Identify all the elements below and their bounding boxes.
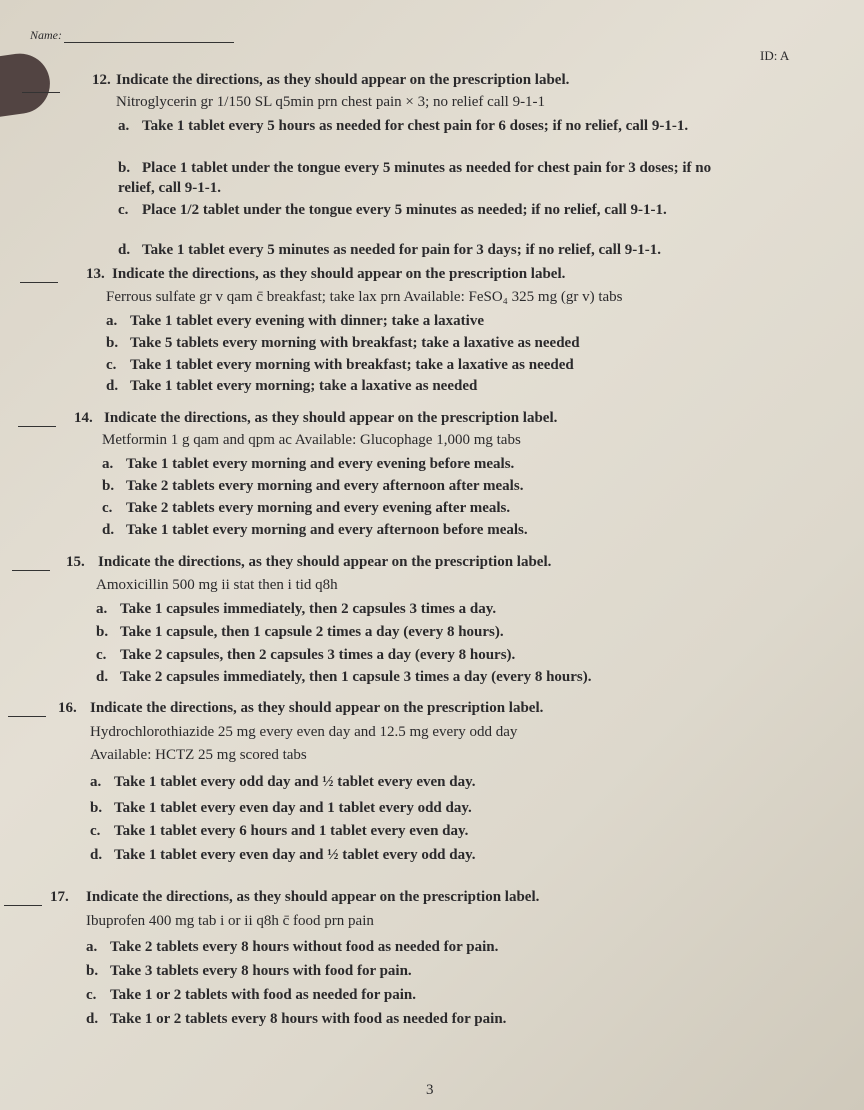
question-number: 17. — [50, 889, 69, 905]
question-stem: Indicate the directions, as they should appear on the prescription label. — [98, 554, 552, 570]
answer-blank — [8, 716, 46, 717]
option-a: a. Take 1 tablet every 5 hours as needed for chest pain for 6 doses; if no relief, call 9-1-1. — [118, 118, 689, 134]
option-b: b. Take 2 tablets every morning and every afternoon after meals. — [102, 478, 524, 494]
option-b: b. Take 3 tablets every 8 hours with food for pain. — [86, 963, 412, 979]
question-stem: Indicate the directions, as they should appear on the prescription label. — [90, 700, 544, 716]
question-info: Nitroglycerin gr 1/150 SL q5min prn chest pain × 3; no relief call 9-1-1 — [116, 94, 546, 110]
option-d: d. Take 1 tablet every 5 minutes as needed for pain for 3 days; if no relief, call 9-1-1. — [118, 242, 661, 258]
question-stem: Indicate the directions, as they should appear on the prescription label. — [86, 889, 540, 905]
answer-blank — [12, 570, 50, 571]
name-field — [30, 28, 234, 43]
option-b: b. Take 5 tablets every morning with breakfast; take a laxative as needed — [106, 335, 580, 351]
option-a: a. Take 1 tablet every evening with dinner; take a laxative — [106, 313, 485, 329]
option-a: a. Take 1 tablet every morning and every evening before meals. — [102, 456, 515, 472]
name-label: Name: — [30, 28, 62, 42]
question-number: 15. — [66, 554, 85, 570]
option-b: b. Take 1 tablet every even day and 1 tablet every odd day. — [90, 800, 472, 816]
option-d: d. Take 1 tablet every morning; take a laxative as needed — [106, 378, 478, 394]
answer-blank — [18, 426, 56, 427]
answer-blank — [4, 905, 42, 906]
question-number: 16. — [58, 700, 77, 716]
question-stem: Indicate the directions, as they should appear on the prescription label. — [112, 266, 566, 282]
option-d: d. Take 1 tablet every morning and every afternoon before meals. — [102, 522, 528, 538]
question-number: 13. — [86, 266, 105, 282]
name-blank — [64, 42, 234, 43]
page-edge-shadow — [0, 50, 54, 121]
option-c: c. Take 1 or 2 tablets with food as needed for pain. — [86, 987, 417, 1003]
option-c: c. Take 2 tablets every morning and every evening after meals. — [102, 500, 511, 516]
option-c: c. Take 1 tablet every 6 hours and 1 tablet every even day. — [90, 823, 469, 839]
question-info: Amoxicillin 500 mg ii stat then i tid q8h — [96, 577, 338, 593]
question-info: Ibuprofen 400 mg tab i or ii q8h c̄ food prn pain — [86, 913, 374, 929]
question-number: 12. — [92, 72, 111, 88]
id-label: ID: A — [760, 48, 790, 63]
option-a: a. Take 1 capsules immediately, then 2 capsules 3 times a day. — [96, 601, 497, 617]
option-d: d. Take 2 capsules immediately, then 1 capsule 3 times a day (every 8 hours). — [96, 669, 592, 685]
answer-blank — [20, 282, 58, 283]
option-c: c. Place 1/2 tablet under the tongue every 5 minutes as needed; if no relief, call 9-1-1. — [118, 202, 667, 218]
question-info: Hydrochlorothiazide 25 mg every even day and 12.5 mg every odd day — [90, 724, 518, 740]
option-d: d. Take 1 tablet every even day and ½ tablet every odd day. — [90, 847, 476, 863]
option-c: c. Take 2 capsules, then 2 capsules 3 times a day (every 8 hours). — [96, 647, 516, 663]
question-number: 14. — [74, 410, 93, 426]
option-c: c. Take 1 tablet every morning with breakfast; take a laxative as needed — [106, 357, 574, 373]
page-number: 3 — [426, 1082, 434, 1098]
question-info: Metformin 1 g qam and qpm ac Available: Glucophage 1,000 mg tabs — [102, 432, 521, 448]
option-a: a. Take 1 tablet every odd day and ½ tablet every even day. — [90, 774, 476, 790]
option-b: b. Take 1 capsule, then 1 capsule 2 times a day (every 8 hours). — [96, 624, 504, 640]
question-info: Available: HCTZ 25 mg scored tabs — [90, 747, 307, 763]
question-info: Ferrous sulfate gr v qam c̄ breakfast; take lax prn Available: FeSO₄ 325 mg (gr v) tabs — [106, 289, 623, 305]
question-stem: Indicate the directions, as they should appear on the prescription label. — [104, 410, 558, 426]
option-b: b. Place 1 tablet under the tongue every 5 minutes as needed for chest pain for 3 doses; if no relief, call 9-1-1. — [118, 160, 712, 196]
option-a: a. Take 2 tablets every 8 hours without food as needed for pain. — [86, 939, 499, 955]
question-stem: Indicate the directions, as they should appear on the prescription label. — [116, 72, 570, 88]
option-d: d. Take 1 or 2 tablets every 8 hours with food as needed for pain. — [86, 1011, 507, 1027]
answer-blank — [22, 92, 60, 93]
